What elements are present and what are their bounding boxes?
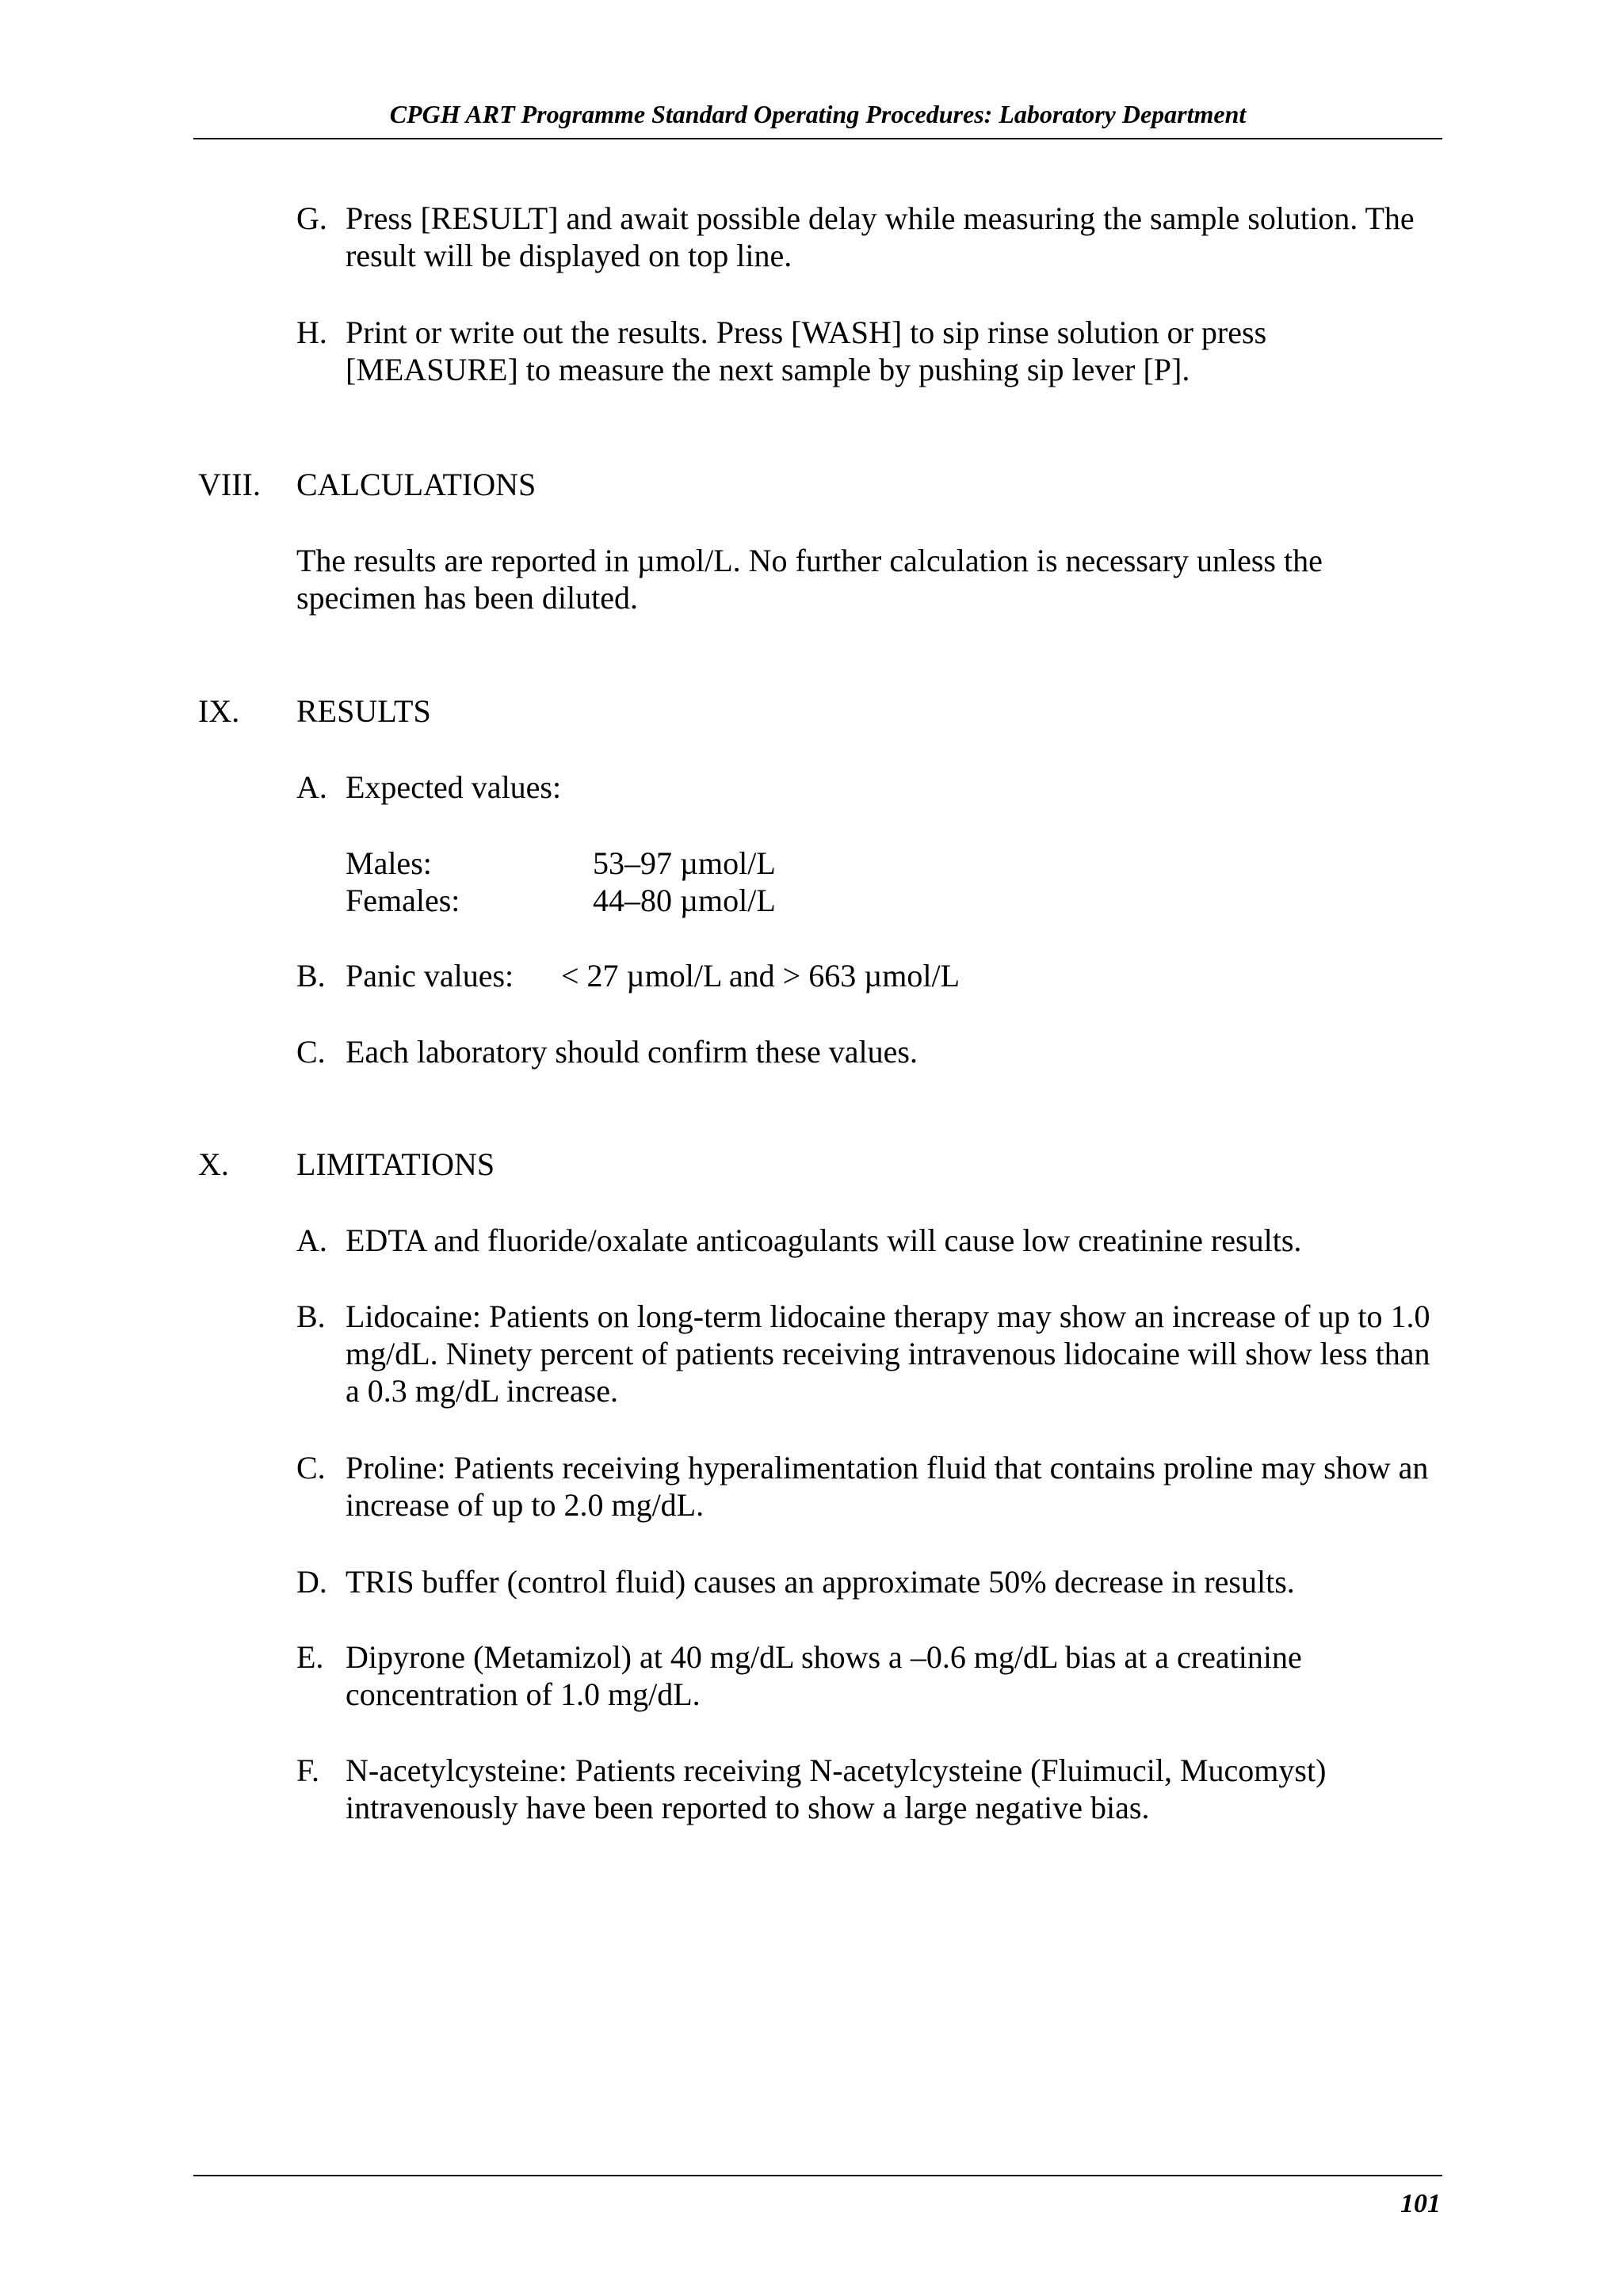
item-text: Proline: Patients receiving hyperalimentation fluid that contains proline may show an increase of up to 2.0 mg/dL.	[346, 1450, 1429, 1523]
procedure-item-g	[296, 200, 1445, 274]
procedure-item-h	[296, 314, 1445, 388]
item-text: Dipyrone (Metamizol) at 40 mg/dL shows a –0.6 mg/dL bias at a creatinine concentration of 1.0 mg/dL.	[346, 1639, 1302, 1712]
item-letter: G.	[296, 200, 327, 236]
section-title-calculations: CALCULATIONS	[296, 467, 537, 502]
item-text: TRIS buffer (control fluid) causes an approximate 50% decrease in results.	[346, 1564, 1295, 1600]
item-letter: A.	[296, 769, 327, 805]
expected-value-range: 44–80 µmol/L	[593, 883, 776, 918]
item-letter: C.	[296, 1450, 326, 1486]
limitation-item-f	[296, 1752, 1445, 1826]
section-title-limitations: LIMITATIONS	[296, 1146, 495, 1182]
page-header	[193, 93, 1442, 139]
item-text	[346, 957, 1445, 994]
limitation-item-a	[296, 1222, 1445, 1259]
item-letter: H.	[296, 315, 327, 350]
page-number: 101	[1400, 2189, 1441, 2218]
item-text: Print or write out the results. Press [WASH] to sip rinse solution or press [MEASURE] to measure the next sample by pushing sip lever [P].	[346, 315, 1267, 387]
item-letter: D.	[296, 1564, 327, 1600]
item-letter: B.	[296, 1299, 326, 1334]
item-text: Lidocaine: Patients on long-term lidocaine therapy may show an increase of up to 1.0 mg/dL. Ninety percent of patients receiving intravenous lidocaine will show less than a 0.3 mg/dL increase.	[346, 1299, 1430, 1409]
panic-values-label: Panic values:	[346, 958, 514, 994]
item-letter: A.	[296, 1222, 327, 1258]
section-title-results: RESULTS	[296, 693, 431, 729]
limitation-item-c	[296, 1449, 1445, 1524]
results-item-c	[296, 1033, 1445, 1070]
expected-value-label: Males:	[346, 845, 432, 881]
item-letter: B.	[296, 958, 326, 994]
item-text: Expected values:	[346, 769, 562, 805]
section-number-calculations: VIII.	[198, 467, 261, 502]
section-number-limitations: X.	[198, 1146, 229, 1182]
results-item-a	[296, 769, 1445, 806]
item-text: Press [RESULT] and await possible delay while measuring the sample solution. The result will be displayed on top line.	[346, 200, 1415, 273]
expected-value-row-males	[346, 845, 776, 882]
limitation-item-e	[296, 1638, 1445, 1713]
header-title: CPGH ART Programme Standard Operating Procedures: Laboratory Department	[389, 100, 1247, 128]
item-letter: C.	[296, 1034, 326, 1070]
item-text: Each laboratory should confirm these values.	[346, 1034, 918, 1070]
item-text: N-acetylcysteine: Patients receiving N-acetylcysteine (Fluimucil, Mucomyst) intravenously have been reported to show a large negative bias.	[346, 1753, 1327, 1825]
expected-value-row-females	[346, 882, 776, 919]
item-letter: E.	[296, 1639, 324, 1675]
panic-values-range: < 27 µmol/L and > 663 µmol/L	[561, 958, 960, 994]
calculations-paragraph: The results are reported in µmol/L. No further calculation is necessary unless the specimen has been diluted.	[296, 543, 1323, 616]
section-number-results: IX.	[198, 693, 240, 729]
expected-value-range: 53–97 µmol/L	[593, 845, 776, 881]
results-item-b	[296, 957, 1445, 994]
footer-divider	[193, 2175, 1442, 2176]
item-letter: F.	[296, 1753, 320, 1788]
limitation-item-b	[296, 1298, 1445, 1409]
item-text: EDTA and fluoride/oxalate anticoagulants will cause low creatinine results.	[346, 1222, 1302, 1258]
expected-value-label: Females:	[346, 883, 460, 918]
limitation-item-d	[296, 1563, 1445, 1600]
